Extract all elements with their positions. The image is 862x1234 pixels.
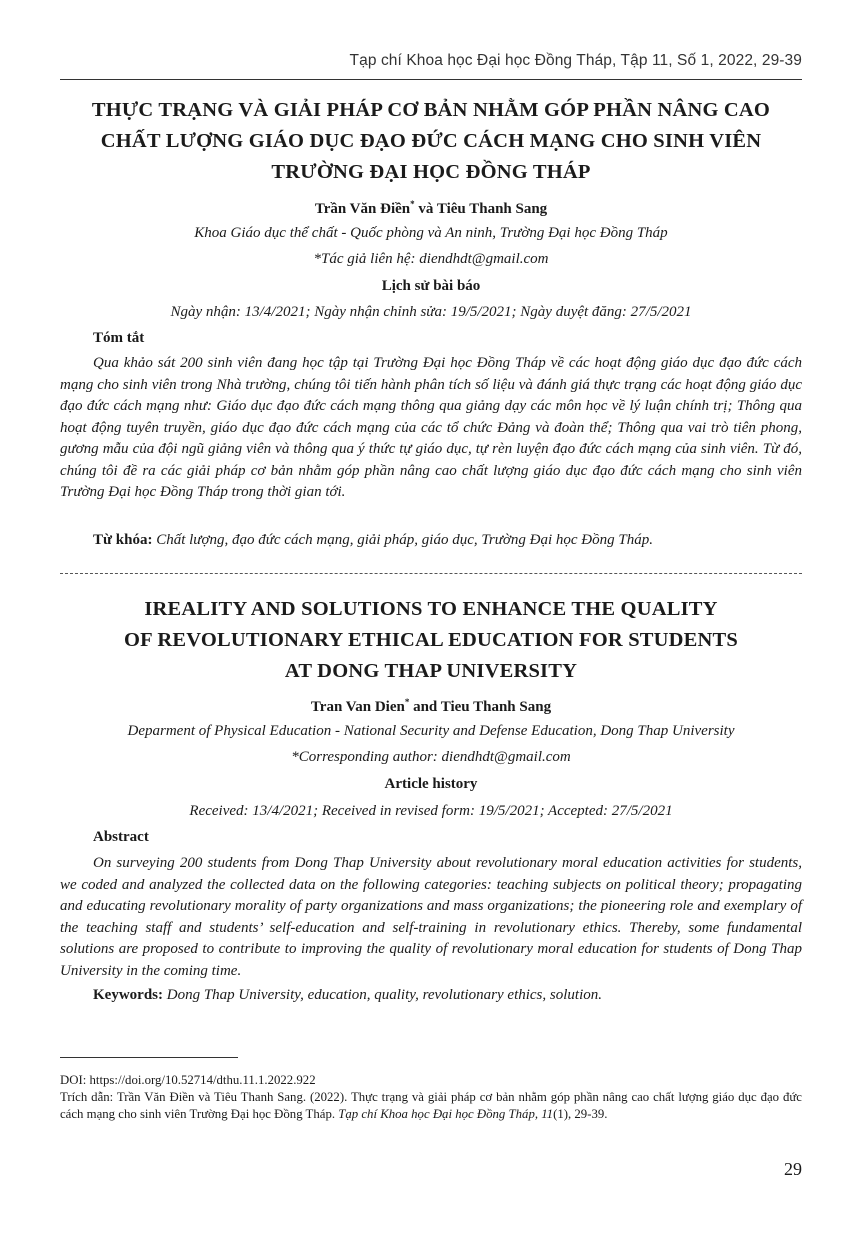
en-history: Received: 13/4/2021; Received in revised form: 19/5/2021; Accepted: 27/5/2021 [189, 803, 673, 819]
vi-corresponding: *Tác giả liên hệ: diendhdt@gmail.com [313, 251, 549, 267]
vi-abstract-label: Tóm tắt [93, 330, 145, 346]
footnote-citation [60, 1089, 802, 1123]
en-title [60, 594, 802, 687]
en-keywords-label: Keywords: [93, 987, 163, 1003]
en-affiliation: Deparment of Physical Education - National Security and Defense Education, Dong Thap University [127, 723, 735, 739]
vi-title-line: CHẤT LƯỢNG GIÁO DỤC ĐẠO ĐỨC CÁCH MẠNG CHO SINH VIÊN [100, 130, 762, 152]
header-rule [60, 79, 802, 80]
en-keywords [93, 987, 802, 1004]
vi-keywords [93, 532, 802, 549]
vi-title [60, 95, 802, 188]
vi-history: Ngày nhận: 13/4/2021; Ngày nhận chỉnh sửa: 19/5/2021; Ngày duyệt đăng: 27/5/2021 [170, 304, 692, 320]
vi-author-1: Trần Văn Điền [314, 201, 411, 217]
vi-keywords-text: Chất lượng, đạo đức cách mạng, giải pháp, giáo dục, Trường Đại học Đồng Tháp. [156, 532, 653, 548]
vi-author-rest: và Tiêu Thanh Sang [414, 201, 548, 217]
vi-abstract: Qua khảo sát 200 sinh viên đang học tập tại Trường Đại học Đồng Tháp về các hoạt động giáo dục đạo đức cách mạng cho sinh viên trong Nhà trường, chúng tôi tiến hành phân tích số liệu và đánh giá thực trạng các hoạt động giáo dục đạo đức cách mạng như: Giáo dục đạo đức cách mạng thông qua giảng dạy các môn học về lý luận chính trị; Thông qua hoạt động tuyên truyền, giáo dục đạo đức cách mạng của các tổ chức Đảng và đoàn thể; Thông qua vai trò tiên phong, gương mẫu của đội ngũ giảng viên và thông qua ý thức tự giáo dục, tự rèn luyện đạo đức cách mạng của sinh viên. Từ đó, chúng tôi đề ra các giải pháp cơ bản nhằm góp phần nâng cao chất lượng giáo dục đạo đức cách mạng cho sinh viên Trường Đại học Đồng Tháp trong thời gian tới. [60, 355, 802, 500]
vi-authors: Trần Văn Điền* và Tiêu Thanh Sang [314, 199, 548, 217]
citation-journal: Tạp chí Khoa học Đại học Đồng Tháp, 11 [338, 1107, 554, 1121]
page-number: 29 [784, 1159, 802, 1179]
en-title-line: OF REVOLUTIONARY ETHICAL EDUCATION FOR STUDENTS [123, 629, 739, 651]
en-keywords-text: Dong Thap University, education, quality, revolutionary ethics, solution. [166, 987, 602, 1003]
en-author-1: Tran Van Dien [310, 699, 405, 715]
citation-issue: (1), 29-39. [553, 1107, 608, 1121]
en-title-line: AT DONG THAP UNIVERSITY [284, 660, 578, 682]
en-abstract: On surveying 200 students from Dong Thap University about revolutionary moral education activities for students, we coded and analyzed the collected data on the following categories: teaching subjects on political theory; propagating and educating revolutionary morality of party organizations and mass organizations; the pioneering role and exemplary of the teaching staff and students’ self-education and self-training in revolutionary ethics. Thereby, some fundamental solutions are proposed to contribute to improving the quality of revolutionary moral education for students of Dong Thap University in the coming time. [60, 855, 802, 979]
citation-text: Trích dẫn: Trần Văn Điền và Tiêu Thanh Sang. (2022). Thực trạng và giải pháp cơ bản nhằm góp phần nâng cao chất lượng giáo dục đạo đức cách mạng cho sinh viên Trường Đại học Đồng Tháp. [60, 1090, 802, 1121]
vi-title-line: THỰC TRẠNG VÀ GIẢI PHÁP CƠ BẢN NHẰM GÓP PHẦN NÂNG CAO [91, 99, 771, 121]
footnote-rule [60, 1057, 238, 1058]
en-authors: Tran Van Dien* and Tieu Thanh Sang [310, 697, 552, 715]
vi-history-label: Lịch sử bài báo [381, 278, 481, 294]
section-divider [60, 573, 802, 574]
vi-keywords-label: Từ khóa: [93, 532, 153, 548]
vi-title-line: TRƯỜNG ĐẠI HỌC ĐỒNG THÁP [271, 161, 591, 183]
en-abstract-label: Abstract [93, 829, 149, 845]
footnote-doi: DOI: https://doi.org/10.52714/dthu.11.1.2022.922 [60, 1073, 316, 1087]
en-history-label: Article history [384, 776, 478, 792]
vi-affiliation: Khoa Giáo dục thể chất - Quốc phòng và An ninh, Trường Đại học Đồng Tháp [194, 225, 668, 241]
en-corresponding: *Corresponding author: diendhdt@gmail.com [291, 749, 571, 765]
en-author-rest: and Tieu Thanh Sang [409, 699, 552, 715]
en-title-line: IREALITY AND SOLUTIONS TO ENHANCE THE QUALITY [144, 598, 718, 620]
journal-header: Tạp chí Khoa học Đại học Đồng Tháp, Tập 11, Số 1, 2022, 29-39 [349, 52, 802, 69]
